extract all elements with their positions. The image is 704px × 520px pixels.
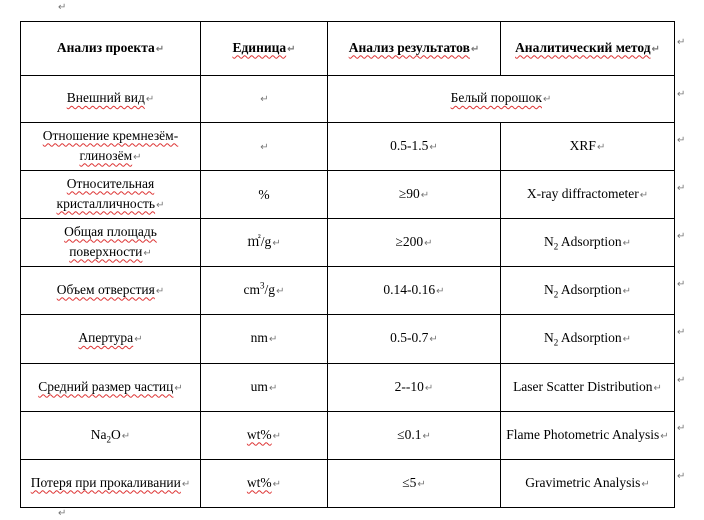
row-end-mark: ↵ [677, 135, 686, 146]
cell-result: Белый порошок↵ [328, 76, 675, 123]
cell-unit: wt%↵ [201, 412, 328, 460]
header-item: Анализ проекта↵ [21, 22, 201, 76]
cell-unit: wt%↵ [201, 460, 328, 508]
cell-item: Объем отверстия↵ [21, 267, 201, 315]
cell-result: ≤5↵ [328, 460, 501, 508]
cell-result: 0.14-0.16↵ [328, 267, 501, 315]
header-unit: Единица↵ [201, 22, 328, 76]
cell-method: X-ray diffractometer↵ [501, 171, 675, 219]
paragraph-mark-bottom: ↵ [58, 508, 67, 519]
table-row [21, 267, 675, 315]
cell-unit: um↵ [201, 364, 328, 412]
cell-method: $N_2$ Adsorption↵ [501, 267, 675, 315]
cell-unit: $cm^3/g↵$ [201, 267, 328, 315]
cell-result: ≥200↵ [328, 219, 501, 267]
row-end-mark: ↵ [677, 471, 686, 482]
row-end-mark: ↵ [677, 183, 686, 194]
cell-item: Апертура↵ [21, 315, 201, 364]
row-end-mark: ↵ [677, 327, 686, 338]
table-row [21, 76, 675, 123]
row-end-mark: ↵ [677, 37, 686, 48]
cell-item: Потеря при прокаливании↵ [21, 460, 201, 508]
cell-result: 0.5-0.7↵ [328, 315, 501, 364]
cell-item: Общая площадь поверхности↵ [21, 219, 201, 267]
cell-unit: % [201, 171, 328, 219]
cell-result: ≤0.1↵ [328, 412, 501, 460]
cell-method: $N_2$ Adsorption↵ [501, 315, 675, 364]
table-row [21, 412, 675, 460]
row-end-mark: ↵ [677, 375, 686, 386]
cell-method: Flame Photometric Analysis↵ [501, 412, 675, 460]
table-row [21, 364, 675, 412]
cell-item: Внешний вид↵ [21, 76, 201, 123]
cell-result: 0.5-1.5↵ [328, 123, 501, 171]
cell-unit: ↵ [201, 76, 328, 123]
row-end-mark: ↵ [677, 89, 686, 100]
table-header-row [21, 22, 675, 76]
cell-method: XRF↵ [501, 123, 675, 171]
cell-method: $N_2$ Adsorption↵ [501, 219, 675, 267]
cell-item: $Na_2O↵$ [21, 412, 201, 460]
row-end-mark: ↵ [677, 423, 686, 434]
cell-result: ≥90↵ [328, 171, 501, 219]
cell-result: 2--10↵ [328, 364, 501, 412]
cell-unit: ㎡/g↵ [201, 219, 328, 267]
table-row [21, 123, 675, 171]
row-end-mark: ↵ [677, 231, 686, 242]
header-result: Анализ результатов↵ [328, 22, 501, 76]
cell-unit: ↵ [201, 123, 328, 171]
paragraph-mark-top: ↵ [58, 2, 67, 13]
cell-item: Средний размер частиц↵ [21, 364, 201, 412]
specification-table [20, 21, 675, 508]
cell-method: Laser Scatter Distribution↵ [501, 364, 675, 412]
cell-method: Gravimetric Analysis↵ [501, 460, 675, 508]
row-end-mark: ↵ [677, 279, 686, 290]
table-row [21, 219, 675, 267]
cell-item: Относительная кристалличность↵ [21, 171, 201, 219]
cell-unit: nm↵ [201, 315, 328, 364]
table-row [21, 171, 675, 219]
cell-item: Отношение кремнезём-глинозём↵ [21, 123, 201, 171]
table-row [21, 460, 675, 508]
table-row [21, 315, 675, 364]
header-method: Аналитический метод↵ [501, 22, 675, 76]
